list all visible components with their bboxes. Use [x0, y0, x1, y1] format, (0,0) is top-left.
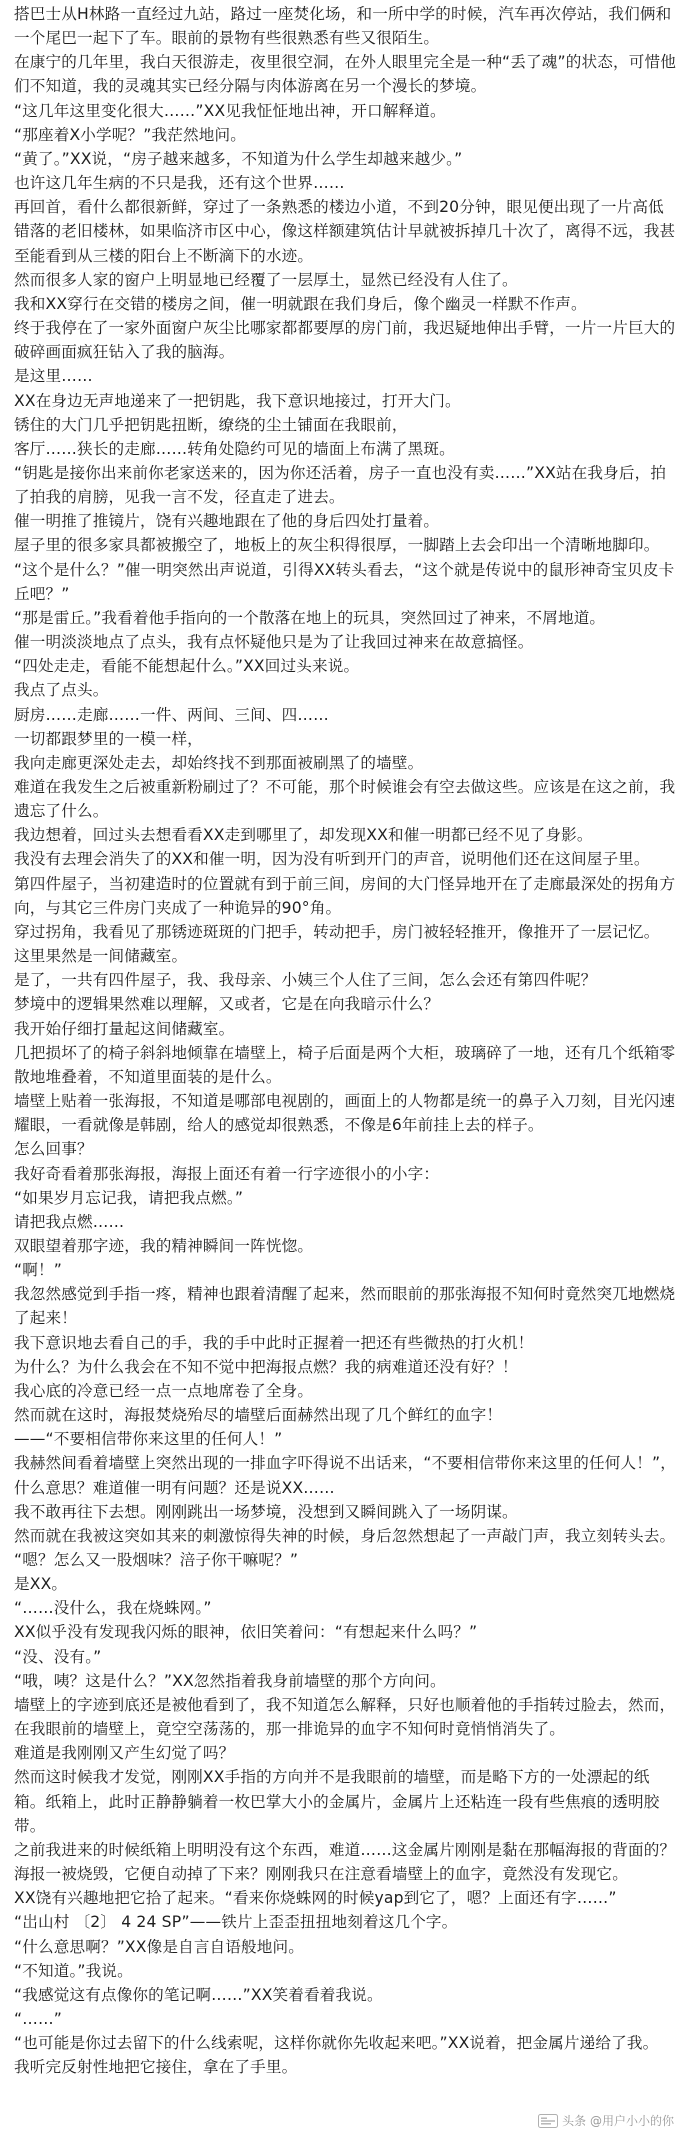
paragraph: 双眼望着那字迹，我的精神瞬间一阵恍惚。: [14, 1236, 314, 1255]
paragraph: 催一明推了推镜片，饶有兴趣地跟在了他的身后四处打量着。: [14, 512, 440, 531]
paragraph: 我边想着，回过头去想看看XX走到哪里了，却发现XX和催一明都已经不见了身影。: [14, 826, 593, 845]
paragraph: 是XX。: [14, 1575, 68, 1594]
paragraph: 终于我停在了一家外面窗户灰尘比哪家都都要厚的房门前，我迟疑地伸出手臂，一片一片巨大的破碎画面疯狂钻入了我的脑海。: [14, 319, 676, 362]
paragraph: 也许这几年生病的不只是我，还有这个世界……: [14, 174, 345, 193]
paragraph: 一切都跟梦里的一模一样，: [14, 729, 203, 748]
paragraph: 为什么？为什么我会在不知不觉中把海报点燃？我的病难道还没有好？！: [14, 1357, 518, 1376]
paragraph: 这里果然是一间储藏室。: [14, 947, 188, 966]
paragraph: 再回首，看什么都很新鲜，穿过了一条熟悉的楼边小道，不到20分钟，眼见便出现了一片高低错落的老旧楼林，如果临济市区中心，像这样额建筑估计早就被拆掉几十次了，离得不远，我甚至能看到从三楼的阳台上不断滴下的水迹。: [14, 198, 676, 265]
paragraph: 我好奇看着那张海报，海报上面还有着一行字迹很小的小字：: [14, 1164, 440, 1183]
paragraph: ——“不要相信带你来这里的任何人！”: [14, 1430, 283, 1449]
paragraph: 我听完反射性地把它接住，拿在了手里。: [14, 2058, 298, 2077]
paragraph: 怎么回事？: [14, 1140, 93, 1159]
paragraph: 我开始仔细打量起这间储藏室。: [14, 1019, 235, 1038]
paragraph: 是了，一共有四件屋子，我、我母亲、小姨三个人住了三间，怎么会还有第四件呢？: [14, 971, 597, 990]
paragraph: “……没什么，我在烧蛛网。”: [14, 1599, 212, 1618]
paragraph: “不知道。”我说。: [14, 1961, 133, 1980]
paragraph: 我向走廊更深处走去，却始终找不到那面被刷黑了的墙壁。: [14, 753, 424, 772]
paragraph: 我心底的冷意已经一点一点地席卷了全身。: [14, 1381, 314, 1400]
paragraph: 我忽然感觉到手指一疼，精神也跟着清醒了起来，然而眼前的那张海报不知何时竟然突兀地燃烧了起来！: [14, 1285, 676, 1328]
paragraph: 然而很多人家的窗户上明显地已经覆了一层厚土，显然已经没有人住了。: [14, 270, 518, 289]
watermark: [538, 2112, 674, 2129]
paragraph: “那座着X小学呢？”我茫然地问。: [14, 125, 246, 144]
paragraph: 请把我点燃……: [14, 1212, 125, 1231]
paragraph: “这几年这里变化很大……”XX见我怔怔地出神，开口解释道。: [14, 101, 446, 120]
paragraph: XX饶有兴趣地把它拾了起来。“看来你烧蛛网的时候yap到它了，嗯？上面还有字……”: [14, 1889, 617, 1908]
article-body: [14, 2, 676, 2079]
paragraph: 搭巴士从H林路一直经过九站，路过一座焚化场，和一所中学的时候，汽车再次停站，我们俩和一个尾巴一起下了车。眼前的景物有些很熟悉有些又很陌生。: [14, 5, 672, 48]
paragraph: “……”: [14, 2009, 62, 2028]
paragraph: “钥匙是接你出来前你老家送来的，因为你还活着，房子一直也没有卖……”XX站在我身后，拍了拍我的肩膀，见我一言不发，径直走了进去。: [14, 463, 667, 507]
paragraph: 是这里……: [14, 367, 93, 386]
paragraph: “那是雷丘。”我看着他手指向的一个散落在地上的玩具，突然回过了神来，不屑地道。: [14, 608, 606, 627]
paragraph: 几把损坏了的椅子斜斜地倾靠在墙壁上，椅子后面是两个大柜，玻璃碎了一地，还有几个纸箱零散地堆叠着，不知道里面装的是什么。: [14, 1043, 676, 1086]
paragraph: 然而这时候我才发觉，刚刚XX手指的方向并不是我眼前的墙壁，而是略下方的一处漂起的纸箱。纸箱上，此时正静静躺着一枚巴掌大小的金属片，金属片上还粘连一段有些焦痕的透明胶带。: [14, 1768, 660, 1835]
paragraph: 梦境中的逻辑果然难以理解，又或者，它是在向我暗示什么？: [14, 995, 440, 1014]
paragraph: “也可能是你过去留下的什么线索呢，这样你就你先收起来吧。”XX说着，把金属片递给了我。: [14, 2034, 659, 2053]
paragraph: “岀山村 〔2〕 4 24 SP”——铁片上歪歪扭扭地刻着这几个字。: [14, 1913, 458, 1932]
paragraph: 墙壁上贴着一张海报，不知道是哪部电视剧的，画面上的人物都是统一的鼻子入刀刻，目光闪速耀眼，一看就像是韩剧，给人的感觉却很熟悉，不像是6年前挂上去的样子。: [14, 1092, 676, 1135]
paragraph: “如果岁月忘记我，请把我点燃。”: [14, 1188, 244, 1207]
paragraph: “什么意思啊？”XX像是自言自语般地问。: [14, 1937, 305, 1956]
paragraph: 然而就在这时，海报焚烧殆尽的墙壁后面赫然出现了几个鲜红的血字！: [14, 1406, 503, 1425]
paragraph: 难道是我刚刚又产生幻觉了吗？: [14, 1744, 235, 1763]
paragraph: 穿过拐角，我看见了那锈迹斑斑的门把手，转动把手，房门被轻轻推开，像推开了一层记忆。: [14, 922, 660, 941]
paragraph: 我没有去理会消失了的XX和催一明，因为没有听到开门的声音，说明他们还在这间屋子里。: [14, 850, 650, 869]
paragraph: 催一明淡淡地点了点头，我有点怀疑他只是为了让我回过神来在故意搞怪。: [14, 633, 534, 652]
paragraph: 我和XX穿行在交错的楼房之间，催一明就跟在我们身后，像个幽灵一样默不作声。: [14, 294, 587, 313]
paragraph: 第四件屋子，当初建造时的位置就有到于前三间，房间的大门怪异地开在了走廊最深处的拐角方向，与其它三件房门夹成了一种诡异的90°角。: [14, 874, 676, 917]
paragraph: “这个是什么？”催一明突然出声说道，引得XX转头看去，“这个就是传说中的鼠形神奇宝贝皮卡丘吧？”: [14, 560, 675, 603]
toutiao-logo-icon: [538, 2114, 558, 2128]
paragraph: “嗯？怎么又一股烟味？涪子你干嘛呢？”: [14, 1551, 299, 1569]
paragraph: XX似乎没有发现我闪烁的眼神，依旧笑着问：“有想起来什么吗？”: [14, 1623, 478, 1642]
paragraph: 厨房……走廊……一件、两间、三间、四……: [14, 705, 329, 724]
paragraph: “我感觉这有点像你的笔记啊……”XX笑着看着我说。: [14, 1985, 383, 2004]
paragraph: 我下意识地去看自己的手，我的手中此时正握着一把还有些微热的打火机！: [14, 1333, 534, 1352]
paragraph: 锈住的大门几乎把钥匙扭断，缭绕的尘土铺面在我眼前，: [14, 415, 408, 434]
paragraph: 之前我进来的时候纸箱上明明没有这个东西，难道……这金属片刚刚是黏在那幅海报的背面的？海报一被烧毁，它便自动掉了下来？刚刚我只在注意看墙壁上的血字，竟然没有发现它。: [14, 1840, 676, 1884]
paragraph: “哦，咦？这是什么？”XX忽然指着我身前墙壁的那个方向问。: [14, 1671, 446, 1690]
paragraph: 在康宁的几年里，我白天很游走，夜里很空洞，在外人眼里完全是一种“丢了魂”的状态，可惜他们不知道，我的灵魂其实已经分隔与肉体游离在另一个漫长的梦境。: [14, 53, 676, 96]
paragraph: “黄了。”XX说，“房子越来越多，不知道为什么学生却越来越少。”: [14, 149, 463, 168]
paragraph: 屋子里的很多家具都被搬空了，地板上的灰尘积得很厚，一脚踏上去会印出一个清晰地脚印。: [14, 536, 660, 555]
paragraph: “啊！”: [14, 1261, 62, 1280]
paragraph: “四处走走，看能不能想起什么。”XX回过头来说。: [14, 657, 360, 676]
paragraph: 我赫然间看着墙壁上突然出现的一排血字吓得说不出话来，“不要相信带你来这里的任何人！”，什么意思？难道催一明有问题？还是说XX……: [14, 1454, 676, 1497]
watermark-text: 头条 @用户小小的你: [562, 2114, 674, 2128]
paragraph: 墙壁上的字迹到底还是被他看到了，我不知道怎么解释，只好也顺着他的手指转过脸去，然而，在我眼前的墙壁上，竟空空荡荡的，那一排诡异的血字不知何时竟悄悄消失了。: [14, 1695, 676, 1739]
paragraph: “没、没有。”: [14, 1647, 102, 1666]
paragraph: 难道在我发生之后被重新粉刷过了？不可能，那个时候谁会有空去做这些。应该是在这之前，我遗忘了什么。: [14, 778, 676, 821]
paragraph: 然而就在我被这突如其来的刺激惊得失神的时候，身后忽然想起了一声敲门声，我立刻转头去。: [14, 1526, 676, 1545]
paragraph: XX在身边无声地递来了一把钥匙，我下意识地接过，打开大门。: [14, 391, 461, 410]
paragraph: 我不敢再往下去想。刚刚跳出一场梦境，没想到又瞬间跳入了一场阴谋。: [14, 1502, 518, 1521]
paragraph: 客厅……狭长的走廊……转角处隐约可见的墙面上布满了黑斑。: [14, 439, 455, 458]
paragraph: 我点了点头。: [14, 681, 109, 700]
